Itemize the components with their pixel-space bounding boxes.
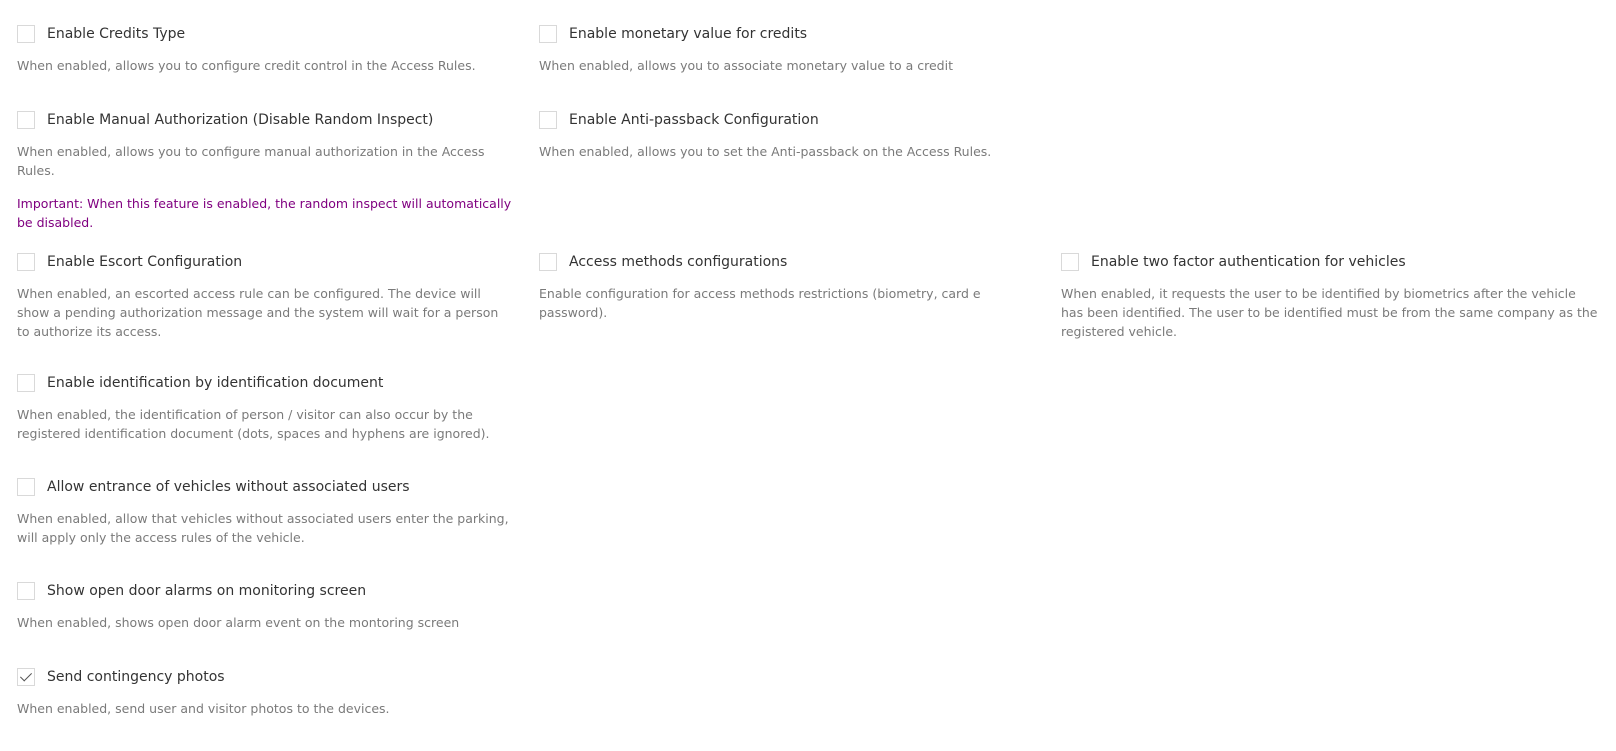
setting-vehicles-without-users: [17, 476, 517, 547]
setting-description: When enabled, allows you to configure credit control in the Access Rules.: [17, 58, 476, 73]
enable-anti-passback-toggle[interactable]: [539, 109, 1039, 131]
setting-description: When enabled, it requests the user to be identified by biometrics after the vehicle has been identified. The user to be identified must be from the same company as the registered vehicle.: [1061, 286, 1598, 339]
enable-monetary-value-toggle[interactable]: [539, 23, 1039, 45]
enable-credits-type-toggle[interactable]: [17, 23, 517, 45]
enable-anti-passback-checkbox[interactable]: [539, 111, 557, 129]
setting-enable-manual-authorization: [17, 109, 517, 232]
setting-label: Enable Escort Configuration: [47, 254, 243, 270]
enable-monetary-value-checkbox[interactable]: [539, 25, 557, 43]
setting-description: Enable configuration for access methods restrictions (biometry, card e password).: [539, 286, 981, 320]
setting-identification-document: [17, 372, 517, 443]
vehicles-without-users-checkbox[interactable]: [17, 478, 35, 496]
setting-access-methods: [539, 251, 1049, 322]
setting-description: When enabled, allow that vehicles without associated users enter the parking, will apply only the access rules of the vehicle.: [17, 511, 509, 545]
enable-escort-toggle[interactable]: [17, 251, 512, 273]
setting-description: When enabled, allows you to configure manual authorization in the Access Rules.: [17, 144, 485, 178]
setting-label: Enable Manual Authorization (Disable Random Inspect): [47, 112, 434, 128]
important-warning: Important: When this feature is enabled, the random inspect will automatically be disabled.: [17, 196, 512, 230]
setting-label: Show open door alarms on monitoring screen: [47, 583, 367, 599]
open-door-alarms-checkbox[interactable]: [17, 582, 35, 600]
setting-label: Enable Credits Type: [47, 26, 186, 42]
send-contingency-photos-toggle[interactable]: [17, 666, 517, 688]
setting-label: Allow entrance of vehicles without associated users: [47, 479, 410, 495]
checkmark-icon: [20, 669, 32, 681]
two-factor-vehicles-checkbox[interactable]: [1061, 253, 1079, 271]
setting-label: Enable identification by identification document: [47, 375, 384, 391]
identification-document-checkbox[interactable]: [17, 374, 35, 392]
two-factor-vehicles-toggle[interactable]: [1061, 251, 1601, 273]
access-methods-toggle[interactable]: [539, 251, 1049, 273]
send-contingency-photos-checkbox[interactable]: [17, 668, 35, 686]
setting-description: When enabled, send user and visitor photos to the devices.: [17, 701, 390, 716]
setting-enable-escort: [17, 251, 512, 341]
setting-enable-anti-passback: [539, 109, 1039, 161]
enable-manual-authorization-toggle[interactable]: [17, 109, 517, 131]
enable-credits-type-checkbox[interactable]: [17, 25, 35, 43]
setting-enable-monetary-value: [539, 23, 1039, 75]
setting-description: When enabled, allows you to set the Anti-passback on the Access Rules.: [539, 144, 992, 159]
setting-label: Enable Anti-passback Configuration: [569, 112, 819, 128]
open-door-alarms-toggle[interactable]: [17, 580, 517, 602]
setting-label: Send contingency photos: [47, 669, 225, 685]
setting-label: Enable monetary value for credits: [569, 26, 808, 42]
identification-document-toggle[interactable]: [17, 372, 517, 394]
setting-label: Enable two factor authentication for vehicles: [1091, 254, 1406, 270]
setting-label: Access methods configurations: [569, 254, 788, 270]
enable-manual-authorization-checkbox[interactable]: [17, 111, 35, 129]
setting-description: When enabled, allows you to associate monetary value to a credit: [539, 58, 953, 73]
setting-open-door-alarms: [17, 580, 517, 632]
setting-send-contingency-photos: [17, 666, 517, 718]
setting-description: When enabled, shows open door alarm event on the montoring screen: [17, 615, 460, 630]
vehicles-without-users-toggle[interactable]: [17, 476, 517, 498]
setting-enable-credits-type: [17, 23, 517, 75]
access-methods-checkbox[interactable]: [539, 253, 557, 271]
setting-description: When enabled, the identification of person / visitor can also occur by the registered identification document (dots, spaces and hyphens are ignored).: [17, 407, 490, 441]
setting-two-factor-vehicles: [1061, 251, 1601, 341]
setting-description: When enabled, an escorted access rule can be configured. The device will show a pending authorization message and the system will wait for a person to authorize its access.: [17, 286, 499, 339]
enable-escort-checkbox[interactable]: [17, 253, 35, 271]
